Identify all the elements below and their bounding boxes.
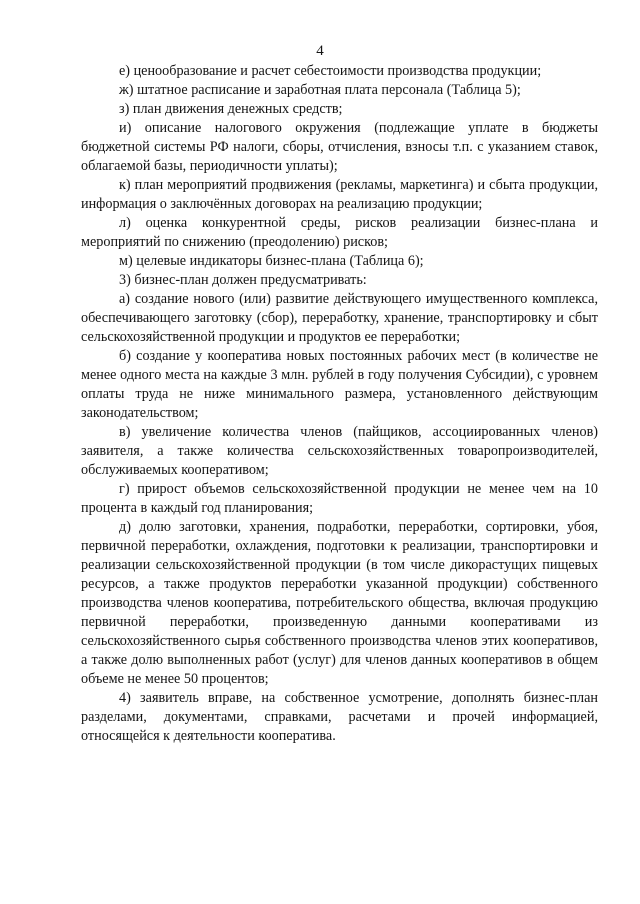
paragraph-b: б) создание у кооператива новых постоянных рабочих мест (в количестве не менее одного места на каждые 3 млн. рублей в году получения Субсидии), с уровнем оплаты труда не ниже минимального размера, установленного действующим законодательством; (81, 348, 598, 421)
paragraph-k: к) план мероприятий продвижения (рекламы, маркетинга) и сбыта продукции, информация о заключённых договорах на реализацию продукции; (81, 177, 598, 212)
page-number: 4 (316, 43, 324, 59)
paragraph-a: а) создание нового (или) развитие действующего имущественного комплекса, обеспечивающего заготовку (сбор), переработку, хранение, транспортировку и сбыт сельскохозяйственной продукции и продуктов ее переработки; (81, 291, 598, 345)
paragraph-m: м) целевые индикаторы бизнес-плана (Таблица 6); (119, 253, 424, 269)
paragraph-g: г) прирост объемов сельскохозяйственной продукции не менее чем на 10 процента в каждый год планирования; (81, 481, 598, 516)
document-body (81, 62, 598, 746)
paragraph-l: л) оценка конкурентной среды, рисков реализации бизнес-плана и мероприятий по снижению (преодолению) рисков; (81, 215, 598, 250)
paragraph-v: в) увеличение количества членов (пайщиков, ассоциированных членов) заявителя, а также количества сельскохозяйственных товаропроизводителей, обслуживаемых кооперативом; (81, 424, 598, 478)
paragraph-e: е) ценообразование и расчет себестоимости производства продукции; (119, 63, 542, 79)
paragraph-z: з) план движения денежных средств; (119, 101, 343, 117)
paragraph-d: д) долю заготовки, хранения, подработки, переработки, сортировки, убоя, первичной переработки, охлаждения, подготовки к реализации, транспортировки и реализации сельскохозяйственной продукции (в том числе дикорастущих пищевых ресурсов, а также продуктов переработки указанной продукции) собственного производства членов кооператива, потребительского общества, включая продукцию первичной переработки, произведенную данными кооперативами из сельскохозяйственного сырья собственного производства членов этих кооперативов, а также долю выполненных работ (услуг) для членов данных кооперативов в общем объеме не менее 50 процентов; (81, 519, 598, 687)
paragraph-3: 3) бизнес-план должен предусматривать: (119, 272, 367, 288)
paragraph-zh: ж) штатное расписание и заработная плата персонала (Таблица 5); (119, 82, 521, 98)
paragraph-4: 4) заявитель вправе, на собственное усмотрение, дополнять бизнес-план разделами, документами, справками, расчетами и прочей информацией, относящейся к деятельности кооператива. (81, 690, 598, 744)
paragraph-i: и) описание налогового окружения (подлежащие уплате в бюджеты бюджетной системы РФ налоги, сборы, отчисления, взносы т.п. с указанием ставок, облагаемой базы, периодичности уплаты); (81, 120, 598, 174)
